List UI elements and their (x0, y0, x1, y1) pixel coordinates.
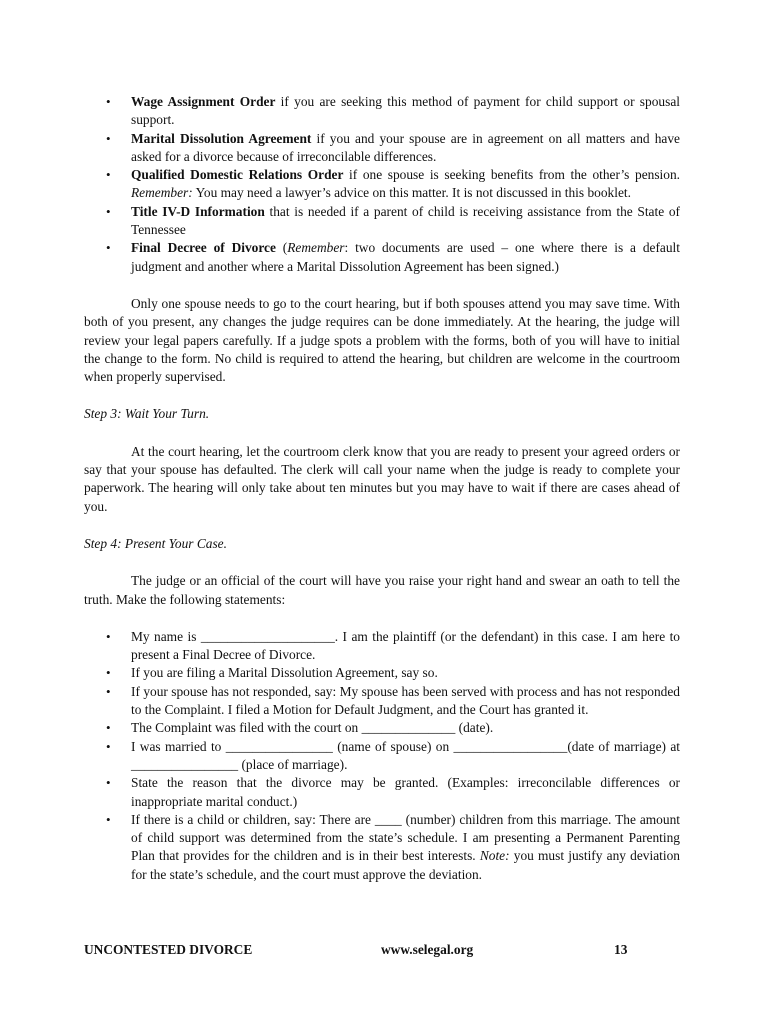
step-3-heading: Step 3: Wait Your Turn. (84, 406, 210, 422)
list-item (84, 93, 680, 130)
footer-title: UNCONTESTED DIVORCE (84, 942, 253, 957)
list-item (84, 130, 680, 167)
list-item (84, 203, 680, 240)
paragraph-oath: The judge or an official of the court will have you raise your right hand and swear an oath to tell the truth. Make the following statements: (84, 573, 680, 607)
list-item: • My name is ____________________. I am the plaintiff (or the defendant) in this case. I am here to present a Final Decree of Divorce. (84, 628, 680, 665)
list-item-text: that is needed if a parent of child is receiving assistance from the State of Tennessee (131, 203, 680, 238)
list-item-term: Final Decree of Divorce (131, 240, 276, 256)
note-label: Note: (479, 848, 510, 864)
statements-list (84, 628, 680, 884)
list-item-text: You may need a lawyer’s advice on this matter. It is not discussed in this booklet. (192, 185, 631, 201)
list-item-text: if you and your spouse are in agreement on all matters and have asked for a divorce because of irreconcilable differences. (131, 130, 680, 164)
list-item: • I was married to ________________ (name of spouse) on _________________(date of marriage) at ________________ (place of marriage). (84, 738, 680, 775)
list-item-text: if one spouse is seeking benefits from the other’s pension. (343, 167, 680, 183)
documents-list (84, 93, 680, 276)
page-body (84, 93, 680, 884)
list-item-text: if you are seeking this method of payment for child support or spousal support. (131, 94, 680, 128)
paragraph-wait: At the court hearing, let the courtroom clerk know that you are ready to present your agreed orders or say that your spouse has defaulted. The clerk will call your name when the judge is ready to complete your paperwork. The hearing will only take about ten minutes but you may have to wait if there are cases ahead of you. (84, 443, 680, 514)
list-item-text: you must justify any deviation for the state’s schedule, and the court must approve the deviation. (131, 848, 680, 882)
remember-label: Remember (287, 240, 345, 256)
list-item-term: Qualified Domestic Relations Order (131, 167, 344, 183)
list-item (84, 239, 680, 276)
list-item: • If you are filing a Marital Dissolution Agreement, say so. (84, 664, 680, 682)
list-item-term: Title IV-D Information (131, 203, 265, 219)
list-item: • State the reason that the divorce may be granted. (Examples: irreconcilable differences or inappropriate marital conduct.) (84, 774, 680, 811)
step-4-heading: Step 4: Present Your Case. (84, 535, 227, 551)
list-item-term: Wage Assignment Order (131, 94, 276, 109)
list-item-text: : two documents are used – one where there is a default judgment and another where a Marital Dissolution Agreement has been signed.) (131, 240, 680, 274)
list-item-text: ( (275, 240, 288, 256)
paragraph-hearing: Only one spouse needs to go to the court hearing, but if both spouses attend you may save time. With both of you present, any changes the judge requires can be done immediately. At the hearing, the judge will review your legal papers carefully. If a judge spots a problem with the forms, both of you will have to initial the change to the form. No child is required to attend the hearing, but children are welcome in the courtroom when properly supervised. (84, 295, 680, 385)
page-number: 13 (614, 942, 628, 957)
list-item: • The Complaint was filed with the court on ______________ (date). (84, 719, 680, 737)
list-item (84, 166, 680, 203)
list-item-text: If there is a child or children, say: There are ____ (number) children from this marriage. The amount of child support was determined from the state’s schedule. I am presenting a Permanent Parenting Plan that provides for the children and is in their best interests. (131, 811, 680, 864)
list-item-term: Marital Dissolution Agreement (131, 130, 312, 146)
remember-label: Remember: (131, 185, 193, 201)
list-item (84, 811, 680, 884)
list-item: • If your spouse has not responded, say: My spouse has been served with process and has not responded to the Complaint. I filed a Motion for Default Judgment, and the Court has granted it. (84, 683, 680, 720)
footer-website: www.selegal.org (381, 942, 474, 957)
